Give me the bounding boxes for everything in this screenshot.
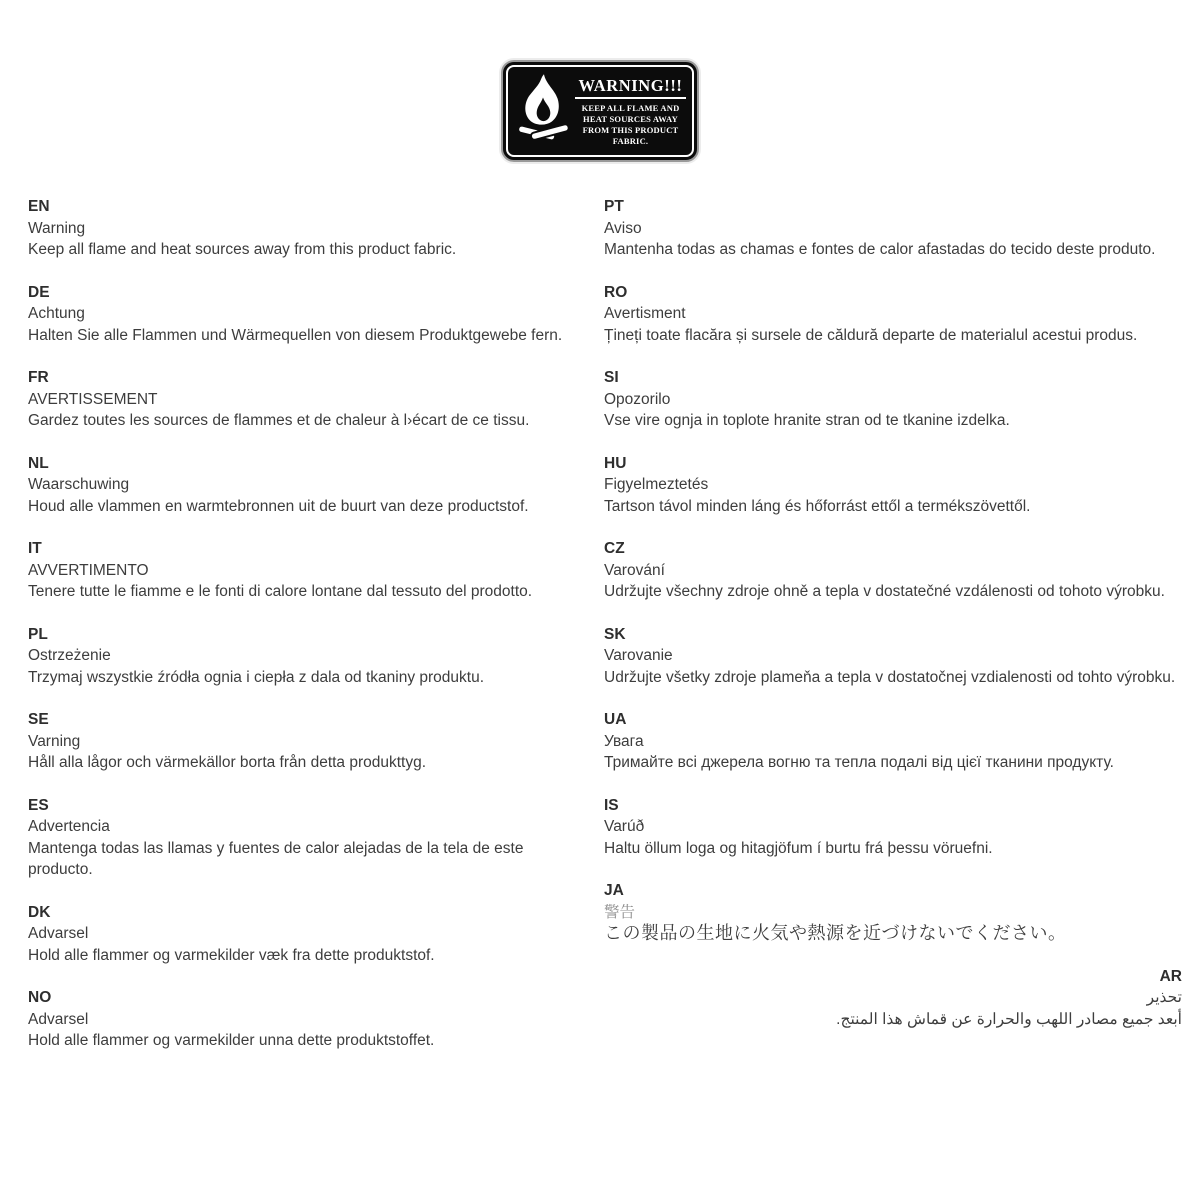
warning-body: Trzymaj wszystkie źródła ognia i ciepła z dala od tkaniny produktu.: [28, 668, 485, 686]
language-code: HU: [604, 454, 627, 472]
campfire-flame-icon: [512, 73, 574, 149]
warning-body: Keep all flame and heat sources away from this product fabric.: [28, 241, 457, 258]
language-section-en: [28, 196, 586, 261]
language-section-si: [604, 367, 1182, 432]
warning-title: Avertisment: [604, 305, 686, 322]
language-code: SE: [28, 711, 49, 728]
language-section-it: [28, 538, 586, 603]
language-code: IS: [604, 796, 619, 814]
language-section-ar: [604, 966, 1182, 1031]
warning-title: Aviso: [604, 219, 642, 237]
warning-body: Tartson távol minden láng és hőforrást ettől a termékszövettől.: [604, 497, 1031, 515]
warning-title: Opozorilo: [604, 390, 671, 408]
warning-body: Håll alla lågor och värmekällor borta från detta produkttyg.: [28, 754, 427, 771]
warning-body: Hold alle flammer og varmekilder væk fra dette produktstof.: [28, 946, 435, 964]
badge-title: WARNING!!!: [575, 76, 685, 99]
warning-title: Warning: [28, 219, 86, 237]
language-code: DE: [28, 283, 50, 301]
badge-subtitle-line: FABRIC.: [612, 135, 649, 146]
warning-body: Tenere tutte le fiamme e le fonti di calore lontane dal tessuto del prodotto.: [28, 583, 533, 600]
language-code: EN: [28, 198, 50, 215]
language-code: AR: [1159, 967, 1182, 985]
badge-subtitle: [574, 103, 687, 147]
language-code: CZ: [604, 540, 625, 557]
language-code: IT: [28, 540, 42, 557]
warning-title: Advarsel: [28, 1010, 89, 1028]
warning-body: Mantenga todas las llamas y fuentes de calor alejadas de la tela de este producto.: [28, 839, 524, 878]
warning-title: Varning: [28, 732, 81, 750]
warning-title: Figyelmeztetés: [604, 476, 709, 493]
badge-subtitle-line: HEAT SOURCES AWAY: [583, 113, 678, 124]
language-code: NO: [28, 989, 52, 1006]
language-section-sk: [604, 624, 1182, 689]
warning-title: Varovanie: [604, 647, 673, 664]
language-code: ES: [28, 796, 49, 814]
language-code: PL: [28, 625, 48, 643]
language-section-nl: [28, 453, 586, 518]
language-code: RO: [604, 283, 628, 301]
language-code: SK: [604, 625, 626, 643]
language-columns: [28, 196, 1200, 1073]
language-code: PT: [604, 198, 624, 215]
language-section-fr: [28, 367, 586, 432]
badge-subtitle-line: KEEP ALL FLAME AND: [581, 102, 680, 113]
warning-body: この製品の生地に火気や熱源を近づけないでください。: [604, 923, 1067, 943]
language-section-no: [28, 987, 586, 1052]
warning-badge-inner: [506, 65, 694, 157]
warning-title: AVVERTIMENTO: [28, 561, 149, 579]
warning-title: AVERTISSEMENT: [28, 390, 158, 408]
warning-body: Mantenha todas as chamas e fontes de calor afastadas do tecido deste produto.: [604, 241, 1156, 258]
warning-title: Varování: [604, 561, 665, 579]
language-code: UA: [604, 711, 627, 728]
warning-title: تحذير: [1146, 989, 1182, 1006]
language-section-is: [604, 795, 1182, 860]
warning-title: Увага: [604, 732, 644, 750]
language-section-ro: [604, 282, 1182, 347]
language-code: DK: [28, 903, 51, 921]
warning-title: Waarschuwing: [28, 476, 130, 493]
warning-body: Halten Sie alle Flammen und Wärmequellen von diesem Produktgewebe fern.: [28, 326, 563, 344]
warning-body: Тримайте всі джерела вогню та тепла подалі від цієї тканини продукту.: [604, 754, 1114, 771]
language-section-ua: [604, 709, 1182, 774]
language-section-dk: [28, 902, 586, 967]
warning-body: Gardez toutes les sources de flammes et de chaleur à l›écart de ce tissu.: [28, 412, 530, 429]
language-section-pt: [604, 196, 1182, 261]
warning-title: Achtung: [28, 305, 85, 322]
language-section-es: [28, 795, 586, 881]
badge-row: [0, 0, 1200, 162]
warning-body: Țineți toate flacăra și sursele de căldură departe de materialul acestui produs.: [604, 326, 1138, 344]
warning-body: Udržujte všetky zdroje plameňa a tepla v dostatočnej vzdialenosti od tohto výrobku.: [604, 668, 1176, 686]
warning-title: Ostrzeżenie: [28, 647, 111, 664]
language-code: SI: [604, 369, 619, 386]
warning-body: Vse vire ognja in toplote hranite stran od te tkanine izdelka.: [604, 412, 1010, 429]
language-section-se: [28, 709, 586, 774]
warning-title: Advertencia: [28, 818, 110, 835]
language-section-cz: [604, 538, 1182, 603]
language-section-hu: [604, 453, 1182, 518]
warning-badge: [501, 60, 699, 162]
warning-body: Udržujte všechny zdroje ohně a tepla v dostatečné vzdálenosti od tohoto výrobku.: [604, 583, 1165, 600]
column-left: [28, 196, 586, 1073]
language-section-de: [28, 282, 586, 347]
language-section-ja: [604, 880, 1182, 945]
column-right: [604, 196, 1182, 1073]
warning-body: Haltu öllum loga og hitagjöfum í burtu frá þessu vöruefni.: [604, 839, 993, 857]
warning-body: Hold alle flammer og varmekilder unna dette produktstoffet.: [28, 1032, 435, 1049]
language-code: NL: [28, 454, 49, 472]
badge-text-block: [574, 76, 687, 147]
warning-title: 警告: [604, 903, 636, 921]
warning-title: Advarsel: [28, 925, 89, 942]
warning-title: Varúð: [604, 818, 645, 835]
language-code: FR: [28, 369, 49, 386]
warning-body: أبعد جميع مصادر اللهب والحرارة عن قماش هذا المنتج.: [836, 1010, 1182, 1028]
warning-body: Houd alle vlammen en warmtebronnen uit de buurt van deze productstof.: [28, 497, 529, 515]
language-section-pl: [28, 624, 586, 689]
language-code: JA: [604, 882, 624, 899]
badge-subtitle-line: FROM THIS PRODUCT: [582, 124, 679, 135]
